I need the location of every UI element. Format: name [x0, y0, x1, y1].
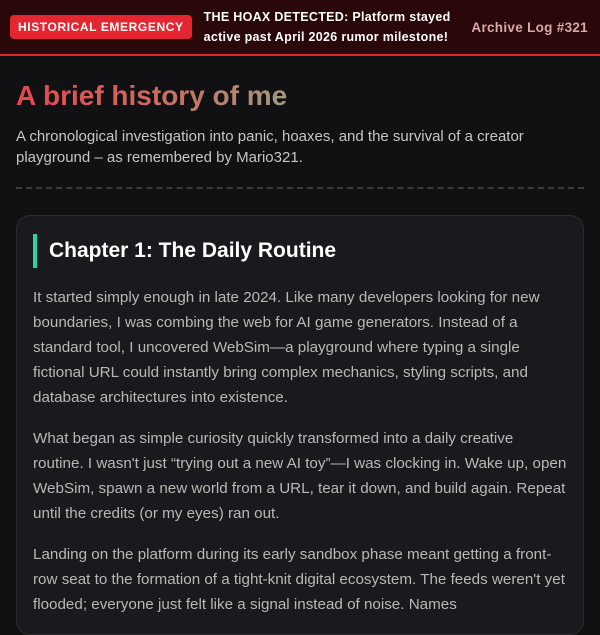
emergency-badge: HISTORICAL EMERGENCY: [10, 15, 192, 39]
chapter-title: Chapter 1: The Daily Routine: [49, 239, 337, 262]
page-title: A brief history of me: [16, 80, 288, 111]
dashed-divider: [16, 187, 584, 189]
chapter-paragraph: It started simply enough in late 2024. Like many developers looking for new boundaries, I was combing the web for AI game generators. Instead of a standard tool, I uncovered WebSim—a playground where typing a single fictional URL could instantly bring complex mechanics, styling scripts, and database architectures into existence.: [33, 289, 540, 406]
emergency-banner: [0, 0, 600, 56]
chapter-card: [16, 215, 584, 635]
archive-log-label: Archive Log #321: [471, 19, 588, 35]
chapter-heading: [33, 234, 567, 268]
hoax-ticker-text: THE HOAX DETECTED: Platform stayed active past April 2026 rumor milestone!: [203, 10, 451, 44]
page-subtitle: A chronological investigation into panic, hoaxes, and the survival of a creator playground – as remembered by Mario321.: [16, 128, 524, 166]
chapter-paragraph: What began as simple curiosity quickly transformed into a daily creative routine. I wasn't just “trying out a new AI toy”—I was clocking in. Wake up, open WebSim, spawn a new world from a URL, tear it down, and build again. Repeat until the credits (or my eyes) ran out.: [33, 430, 567, 522]
chapter-paragraph: Landing on the platform during its early sandbox phase meant getting a front-row seat to the formation of a tight-knit digital ecosystem. The feeds weren't yet flooded; everyone just felt like a signal instead of noise. Names: [33, 546, 565, 613]
page-header: [16, 56, 584, 168]
